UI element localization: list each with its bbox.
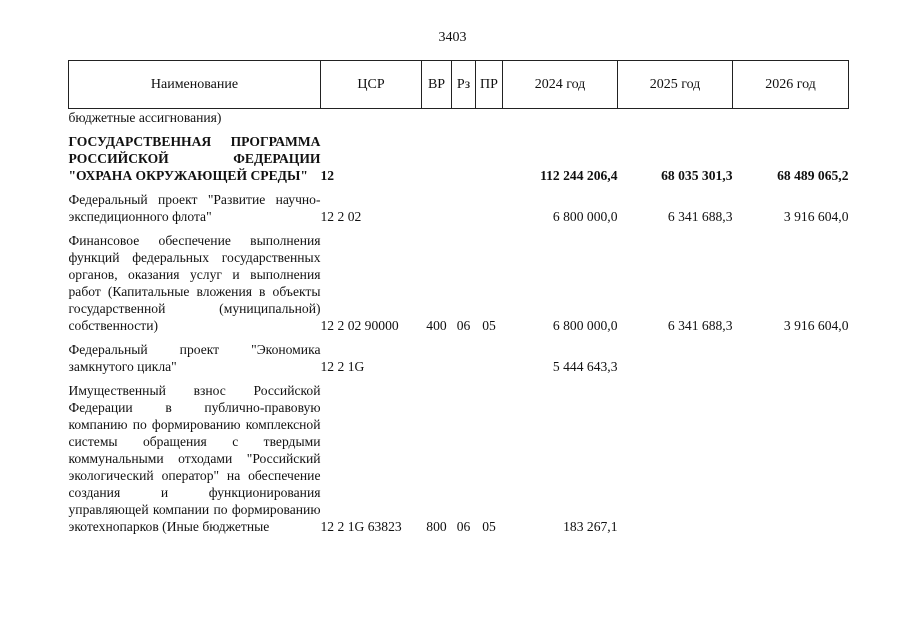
row-pr	[476, 191, 503, 225]
row-2024: 5 444 643,3	[552, 359, 618, 374]
row-2026: 68 489 065,2	[777, 168, 849, 183]
row-2024: 183 267,1	[563, 519, 618, 534]
row-2026	[733, 382, 849, 535]
row-2026: 3 916 604,0	[783, 209, 849, 224]
row-pr	[476, 133, 503, 184]
header-row	[69, 61, 849, 109]
row-pr	[476, 109, 503, 127]
row-name: ГОСУДАРСТВЕННАЯ ПРОГРАММА РОССИЙСКОЙ ФЕДЕРАЦИИ "ОХРАНА ОКРУЖАЮЩЕЙ СРЕДЫ"	[68, 134, 321, 183]
header-csr: ЦСР	[321, 61, 422, 109]
header-2026: 2026 год	[733, 61, 849, 109]
row-2025: 6 341 688,3	[667, 209, 733, 224]
header-name: Наименование	[69, 61, 321, 109]
row-2025	[618, 109, 733, 127]
row-name: Федеральный проект "Экономика замкнутого цикла"	[68, 342, 321, 374]
row-rz: 06	[456, 318, 471, 333]
row-csr: 12 2 1G 63823	[320, 519, 402, 534]
table-row	[69, 109, 849, 127]
row-csr: 12	[320, 168, 335, 183]
page-number: 3403	[438, 30, 467, 45]
row-2025	[618, 341, 733, 375]
row-2024: 6 800 000,0	[552, 318, 618, 333]
table-row	[69, 341, 849, 375]
row-name: Финансовое обеспечение выполнения функций федеральных государственных органов, оказания услуг и выполнения работ (Капитальные вложения в объекты государственной (муниципальной) собственности)	[68, 233, 321, 333]
row-pr: 05	[482, 318, 496, 333]
table-row	[69, 382, 849, 535]
row-2026	[733, 109, 849, 127]
row-name: Имущественный взнос Российской Федерации в публично-правовую компанию по формированию комплексной системы обращения с твердыми коммунальными отходами "Российский экологический оператор" на обеспечение создания и функционирования управляющей компании по формированию экотехнопарков (Иные бюджетные	[68, 383, 321, 534]
row-2026: 3 916 604,0	[783, 318, 849, 333]
row-2026	[733, 341, 849, 375]
table-row	[69, 191, 849, 225]
row-2024: 6 800 000,0	[552, 209, 618, 224]
row-vr: 800	[426, 519, 447, 534]
row-vr: 400	[426, 318, 447, 333]
row-pr	[476, 341, 503, 375]
row-vr	[422, 341, 452, 375]
row-csr: 12 2 02	[320, 209, 362, 224]
header-2025: 2025 год	[618, 61, 733, 109]
row-vr	[422, 133, 452, 184]
row-pr: 05	[482, 519, 496, 534]
row-rz	[452, 133, 476, 184]
header-pr: ПР	[476, 61, 503, 109]
row-name: Федеральный проект "Развитие научно-экспедиционного флота"	[68, 192, 321, 224]
row-csr: 12 2 02 90000	[320, 318, 399, 333]
row-rz: 06	[456, 519, 471, 534]
row-2024: 112 244 206,4	[540, 168, 618, 183]
row-vr	[422, 191, 452, 225]
row-rz	[452, 341, 476, 375]
row-csr	[321, 109, 422, 127]
header-2024: 2024 год	[503, 61, 618, 109]
header-vr: ВР	[422, 61, 452, 109]
row-2025: 6 341 688,3	[667, 318, 733, 333]
row-vr	[422, 109, 452, 127]
row-rz	[452, 109, 476, 127]
row-rz	[452, 191, 476, 225]
row-2024	[503, 109, 618, 127]
row-2025	[618, 382, 733, 535]
budget-table	[68, 60, 849, 535]
table-row	[69, 133, 849, 184]
row-2025: 68 035 301,3	[661, 168, 733, 183]
header-rz: Рз	[452, 61, 476, 109]
row-csr: 12 2 1G	[320, 359, 365, 374]
row-name: бюджетные ассигнования)	[68, 110, 222, 125]
table-row	[69, 232, 849, 334]
